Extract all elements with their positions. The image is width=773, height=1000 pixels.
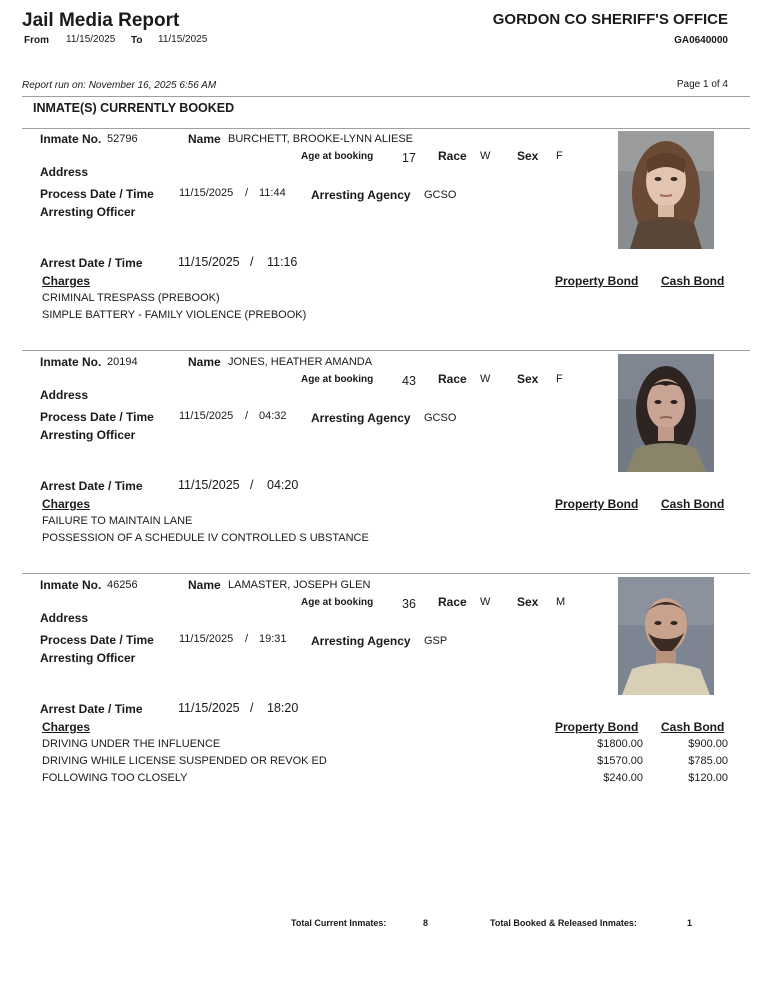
charge-line: FOLLOWING TOO CLOSELY [42, 772, 188, 784]
to-label: To [131, 35, 143, 46]
slash: / [245, 187, 249, 199]
property-bond-header: Property Bond [555, 497, 639, 511]
inmate-record [0, 128, 773, 343]
arrest-time: 18:20 [267, 701, 299, 715]
race-value: W [480, 150, 491, 162]
inmate-name: BURCHETT, BROOKE-LYNN ALIESE [228, 133, 414, 145]
process-label: Process Date / Time [40, 633, 154, 647]
inmate-record [0, 351, 773, 566]
inmate-no: 52796 [107, 133, 138, 145]
address-label: Address [40, 388, 89, 402]
sex-value: F [556, 150, 563, 162]
agency-value: GCSO [424, 189, 457, 201]
process-date: 11/15/2025 [179, 633, 234, 645]
inmate-photo [618, 354, 714, 472]
from-label: From [24, 35, 49, 46]
officer-label: Arresting Officer [40, 205, 136, 219]
inmate-no: 46256 [107, 579, 138, 591]
total-released-label: Total Booked & Released Inmates: [490, 918, 637, 928]
ori-code: GA0640000 [674, 35, 728, 46]
charge-line: DRIVING WHILE LICENSE SUSPENDED OR REVOK ED [42, 755, 327, 767]
process-time: 11:44 [259, 187, 286, 199]
address-label: Address [40, 611, 89, 625]
charges-header: Charges [42, 497, 91, 511]
race-label: Race [438, 372, 467, 386]
total-current-label: Total Current Inmates: [291, 918, 387, 928]
age-label: Age at booking [301, 374, 374, 385]
inmate-name: LAMASTER, JOSEPH GLEN [228, 579, 371, 591]
cash-bond-header: Cash Bond [661, 274, 725, 288]
agency-label: Arresting Agency [311, 188, 411, 202]
divider [22, 96, 750, 97]
process-date: 11/15/2025 [179, 187, 234, 199]
inmate-photo [618, 131, 714, 249]
slash: / [250, 701, 254, 715]
property-bond-header: Property Bond [555, 720, 639, 734]
to-date: 11/15/2025 [158, 34, 208, 45]
arrest-date: 11/15/2025 [178, 701, 240, 715]
slash: / [250, 255, 254, 269]
page-number: Page 1 of 4 [676, 79, 728, 90]
charges-header: Charges [42, 720, 91, 734]
agency-name: GORDON CO SHERIFF'S OFFICE [492, 11, 728, 28]
arrest-time: 04:20 [267, 478, 299, 492]
report-title: Jail Media Report [22, 10, 180, 31]
inmate-no-label: Inmate No. [40, 355, 102, 369]
name-label: Name [188, 578, 221, 592]
officer-label: Arresting Officer [40, 428, 136, 442]
cash-bond-amount: $785.00 [688, 755, 728, 767]
charge-line: DRIVING UNDER THE INFLUENCE [42, 738, 221, 750]
process-time: 19:31 [259, 633, 287, 645]
arrest-date: 11/15/2025 [178, 255, 240, 269]
race-label: Race [438, 595, 467, 609]
process-date: 11/15/2025 [179, 410, 234, 422]
arrest-label: Arrest Date / Time [40, 256, 143, 270]
inmate-name: JONES, HEATHER AMANDA [228, 356, 373, 368]
slash: / [245, 633, 249, 645]
race-value: W [480, 373, 491, 385]
inmate-record [0, 574, 773, 789]
inmate-no-label: Inmate No. [40, 578, 102, 592]
agency-label: Arresting Agency [311, 411, 411, 425]
total-current-value: 8 [423, 918, 429, 928]
cash-bond-header: Cash Bond [661, 497, 725, 511]
age-label: Age at booking [301, 151, 374, 162]
officer-label: Arresting Officer [40, 651, 136, 665]
agency-value: GSP [424, 635, 448, 647]
agency-value: GCSO [424, 412, 457, 424]
race-value: W [480, 596, 491, 608]
process-label: Process Date / Time [40, 410, 154, 424]
total-released-value: 1 [687, 918, 693, 928]
process-time: 04:32 [259, 410, 287, 422]
process-label: Process Date / Time [40, 187, 154, 201]
cash-bond-amount: $900.00 [688, 738, 728, 750]
name-label: Name [188, 355, 221, 369]
age-value: 17 [402, 151, 416, 165]
cash-bond-header: Cash Bond [661, 720, 725, 734]
charge-line: CRIMINAL TRESPASS (PREBOOK) [42, 292, 220, 304]
sex-label: Sex [517, 595, 539, 609]
sex-value: F [556, 373, 563, 385]
sex-label: Sex [517, 372, 539, 386]
age-value: 36 [402, 597, 416, 611]
property-bond-header: Property Bond [555, 274, 639, 288]
charge-line: FAILURE TO MAINTAIN LANE [42, 515, 193, 527]
slash: / [245, 410, 249, 422]
arrest-label: Arrest Date / Time [40, 479, 143, 493]
race-label: Race [438, 149, 467, 163]
age-value: 43 [402, 374, 416, 388]
property-bond-amount: $1570.00 [597, 755, 643, 767]
report-run: Report run on: November 16, 2025 6:56 AM [22, 80, 217, 91]
arrest-date: 11/15/2025 [178, 478, 240, 492]
address-label: Address [40, 165, 89, 179]
charges-header: Charges [42, 274, 91, 288]
cash-bond-amount: $120.00 [688, 772, 728, 784]
property-bond-amount: $1800.00 [597, 738, 643, 750]
arrest-label: Arrest Date / Time [40, 702, 143, 716]
age-label: Age at booking [301, 597, 374, 608]
inmate-no-label: Inmate No. [40, 132, 102, 146]
name-label: Name [188, 132, 221, 146]
sex-label: Sex [517, 149, 539, 163]
section-title: INMATE(S) CURRENTLY BOOKED [33, 101, 235, 115]
slash: / [250, 478, 254, 492]
inmate-no: 20194 [107, 356, 138, 368]
arrest-time: 11:16 [267, 255, 298, 269]
property-bond-amount: $240.00 [603, 772, 643, 784]
charge-line: SIMPLE BATTERY - FAMILY VIOLENCE (PREBOOK) [42, 309, 307, 321]
inmate-photo [618, 577, 714, 695]
charge-line: POSSESSION OF A SCHEDULE IV CONTROLLED S UBSTANCE [42, 532, 369, 544]
from-date: 11/15/2025 [66, 34, 116, 45]
sex-value: M [556, 596, 566, 608]
agency-label: Arresting Agency [311, 634, 411, 648]
